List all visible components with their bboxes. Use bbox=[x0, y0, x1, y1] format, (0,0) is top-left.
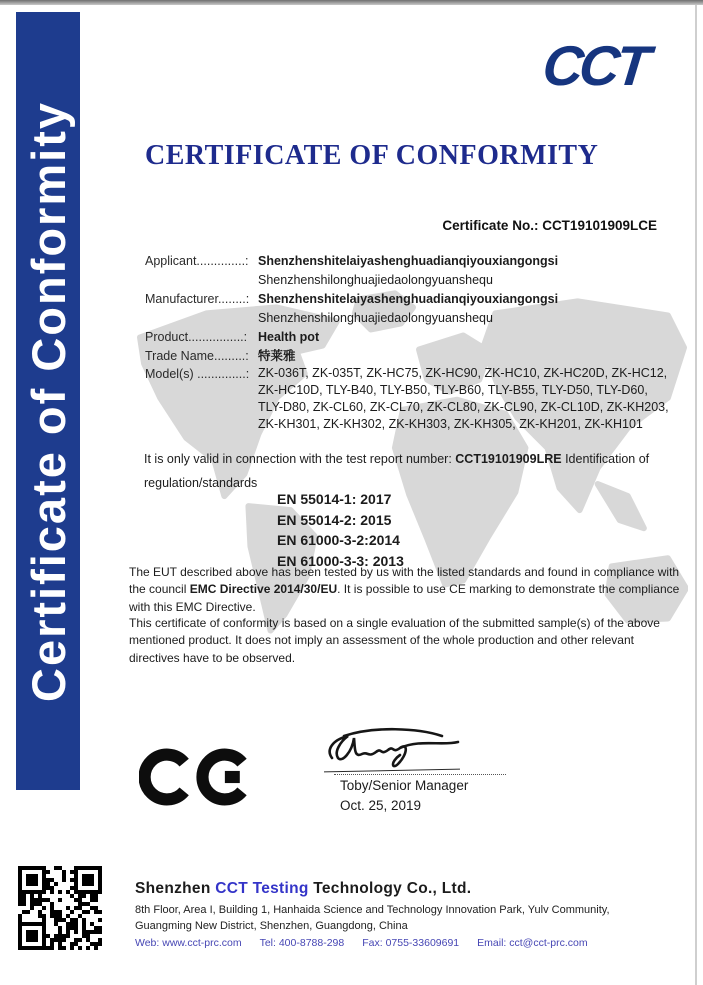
certificate-number: Certificate No.: CCT19101909LCE bbox=[442, 218, 657, 233]
applicant-label: Applicant..............: bbox=[145, 254, 249, 268]
company-name-post: Technology Co., Ltd. bbox=[308, 880, 472, 897]
trade-name-value: 特莱雅 bbox=[258, 348, 296, 363]
company-address bbox=[135, 902, 695, 934]
eut-compliance-paragraph bbox=[129, 564, 687, 616]
manufacturer-value: Shenzhenshitelaiyashenghuadianqiyouxiangongsi Shenzhenshilonghuajiedaolongyuanshequ bbox=[258, 292, 559, 325]
emc-directive: EMC Directive 2014/30/EU bbox=[189, 582, 338, 597]
standard-item: EN 61000-3-2:2014 bbox=[277, 532, 400, 548]
cct-logo: CCT bbox=[539, 34, 650, 97]
test-report-number: CCT19101909LRE bbox=[455, 452, 562, 466]
standard-item: EN 61000-3-3: 2013 bbox=[277, 552, 404, 569]
company-name-pre: Shenzhen bbox=[135, 880, 216, 897]
product-label: Product................: bbox=[145, 330, 248, 344]
signatory-name-title: Toby/Senior Manager bbox=[340, 778, 469, 793]
applicant-value: Shenzhenshitelaiyashenghuadianqiyouxiangongsi Shenzhenshilonghuajiedaolongyuanshequ bbox=[258, 254, 559, 287]
contact-tel: Tel: 400-8788-298 bbox=[259, 937, 345, 949]
footer bbox=[135, 880, 695, 949]
trade-name-row bbox=[145, 347, 673, 366]
paragraph1-post: . It is possible to use CE marking to demonstrate the compliance with this EMC Directive. bbox=[129, 582, 680, 614]
single-evaluation-paragraph: This certificate of conformity is based on a single evaluation of the submitted sample(s) of the above mentioned product. It does not imply an assessment of the whole production and other relevant directives have to be observed. bbox=[129, 616, 660, 665]
manufacturer-label: Manufacturer........: bbox=[145, 292, 250, 306]
page-title: CERTIFICATE OF CONFORMITY bbox=[145, 140, 599, 171]
signature-scribble bbox=[322, 724, 492, 774]
address-line1: 8th Floor, Area I, Building 1, Hanhaida Science and Technology Innovation Park, Yulv Community, bbox=[135, 904, 610, 916]
validity-prefix: It is only valid in connection with the test report number: bbox=[144, 452, 456, 466]
signature-dotted-line bbox=[334, 774, 506, 775]
page-right-edge bbox=[695, 5, 697, 985]
standard-item: EN 55014-1: 2017 bbox=[277, 491, 392, 507]
models-row bbox=[145, 365, 673, 433]
field-table bbox=[145, 252, 673, 433]
vertical-banner bbox=[16, 12, 80, 790]
validity-suffix: Identification of regulation/standards bbox=[144, 452, 650, 490]
address-line2: Guangming New District, Shenzhen, Guangdong, China bbox=[135, 920, 408, 932]
contact-email: Email: cct@cct-prc.com bbox=[477, 937, 588, 949]
product-value: Health pot bbox=[258, 330, 320, 344]
company-name-highlight: CCT Testing bbox=[215, 880, 309, 897]
contact-fax: Fax: 0755-33609691 bbox=[362, 937, 460, 949]
models-label: Model(s) ..............: bbox=[145, 367, 250, 381]
standards-list bbox=[277, 489, 404, 571]
standard-item: EN 55014-2: 2015 bbox=[277, 511, 392, 528]
trade-name-label: Trade Name.........: bbox=[145, 348, 249, 363]
applicant-row bbox=[145, 252, 673, 289]
validity-statement bbox=[144, 447, 692, 495]
paragraph1-pre: The EUT described above has been tested by us with the listed standards and found in compliance with the council bbox=[129, 565, 680, 597]
models-value: ZK-036T, ZK-035T, ZK-HC75, ZK-HC90, ZK-HC10, ZK-HC20D, ZK-HC12, ZK-HC10D, TLY-B40, TLY-B50, TLY-B60, TLY-B55, TLY-D50, TLY-D60, TLY-D80, ZK-CL60, ZK-CL70, ZK-CL80, ZK-CL90, ZK-CL10D, ZK-KH203, ZK-KH301, ZK-KH302, ZK-KH303, ZK-KH305, ZK-KH201, ZK-KH101 bbox=[258, 366, 669, 431]
contact-line bbox=[135, 937, 695, 949]
manufacturer-row bbox=[145, 290, 673, 327]
qr-code bbox=[18, 866, 102, 950]
signature-date: Oct. 25, 2019 bbox=[340, 798, 422, 813]
vertical-banner-text: Certificate of Conformity bbox=[21, 100, 75, 702]
company-name bbox=[135, 880, 695, 898]
ce-mark bbox=[139, 741, 251, 813]
contact-web: Web: www.cct-prc.com bbox=[135, 937, 242, 949]
page-top-edge bbox=[0, 0, 703, 5]
product-row bbox=[145, 328, 673, 347]
